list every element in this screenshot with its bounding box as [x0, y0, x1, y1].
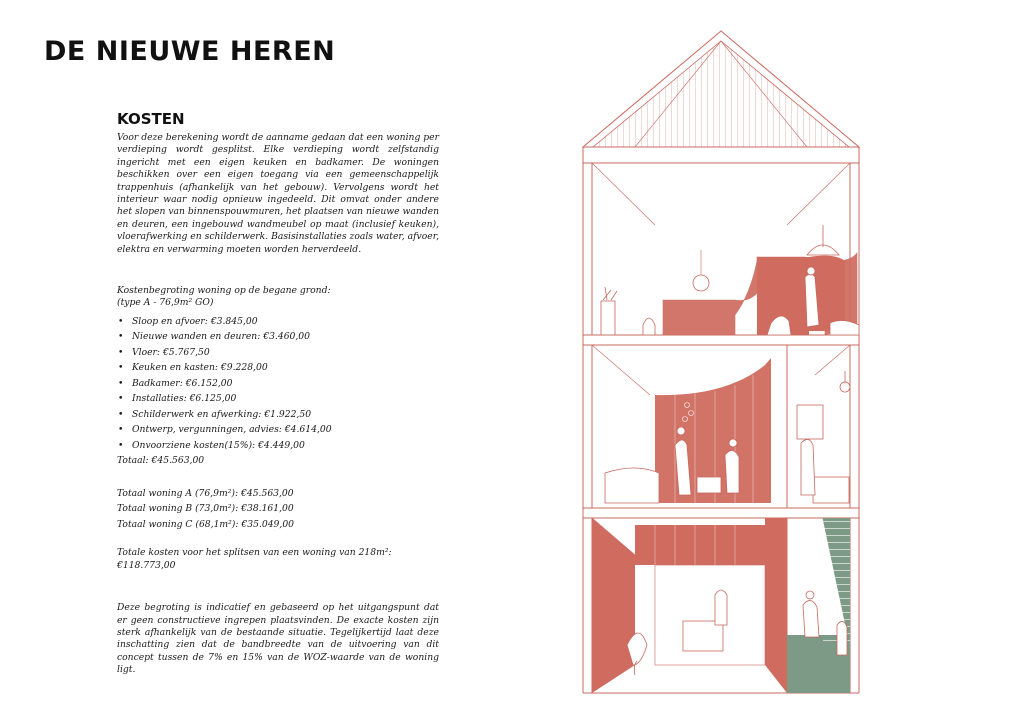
house-section-illustration — [575, 25, 895, 697]
cost-item: • Installaties: €6.125,00 — [117, 391, 439, 407]
cost-item: • Vloer: €5.767,50 — [117, 345, 439, 361]
roof — [583, 31, 859, 163]
house-total-a: Totaal woning A (76,9m²): €45.563,00 — [117, 487, 294, 499]
top-floor-interior — [601, 225, 859, 335]
disclaimer-paragraph: Deze begroting is indicatief en gebaseerd op het uitgangspunt dat er geen constructieve ingrepen plaatsvinden. De exacte kosten zijn sterk afhankelijk van de bestaande situatie. Tegelijkertijd laat deze inschatting zien dat de bandbreedte van de uitvoering van dit concept tussen de 7% en 15% van de WOZ-waarde van de woning ligt. — [117, 602, 439, 676]
cost-item: • Schilderwerk en afwerking: €1.922,50 — [117, 407, 439, 423]
house-total-b: Totaal woning B (73,0m²): €38.161,00 — [117, 503, 294, 515]
page-title: DE NIEUWE HEREN — [44, 36, 336, 67]
grand-total: Totale kosten voor het splitsen van een woning van 218m²: €118.773,00 — [117, 547, 392, 571]
budget-block — [117, 285, 439, 677]
costs-heading: KOSTEN — [117, 110, 185, 128]
ground-floor-interior — [592, 518, 850, 693]
cost-item: • Sloop en afvoer: €3.845,00 — [117, 314, 439, 330]
house-total-c: Totaal woning C (68,1m²): €35.049,00 — [117, 518, 295, 530]
cost-item: • Keuken en kasten: €9.228,00 — [117, 360, 439, 376]
cost-list — [117, 314, 439, 454]
cost-item: • Onvoorziene kosten(15%): €4.449,00 — [117, 438, 439, 454]
intro-paragraph: Voor deze berekening wordt de aanname gedaan dat een woning per verdieping wordt gesplitst. Elke verdieping wordt zelfstandig ingericht met een eigen keuken en badkamer. De woningen beschikken over een eigen toegang via een gemeenschappelijk trappenhuis (afhankelijk van het gebouw). Vervolgens wordt het interieur waar nodig opnieuw ingedeeld. Dit omvat onder andere het slopen van binnenspouwmuren, het plaatsen van nieuwe wanden en deuren, een ingebouwd wandmeubel op maat (inclusief keuken), vloerafwerking en schilderwerk. Basisinstallaties zoals water, afvoer, elektra en verwarming moeten worden herverdeeld. — [117, 132, 439, 255]
budget-title: Kostenbegroting woning op de begane grond: — [117, 285, 331, 297]
cost-item: • Nieuwe wanden en deuren: €3.460,00 — [117, 329, 439, 345]
budget-total: Totaal: €45.563,00 — [117, 455, 205, 467]
cost-item: • Badkamer: €6.152,00 — [117, 376, 439, 392]
budget-subtitle: (type A - 76,9m² GO) — [117, 297, 214, 309]
house-totals — [117, 486, 439, 533]
middle-floor-interior — [605, 345, 850, 508]
cost-item: • Ontwerp, vergunningen, advies: €4.614,00 — [117, 422, 439, 438]
costs-section — [117, 110, 439, 677]
